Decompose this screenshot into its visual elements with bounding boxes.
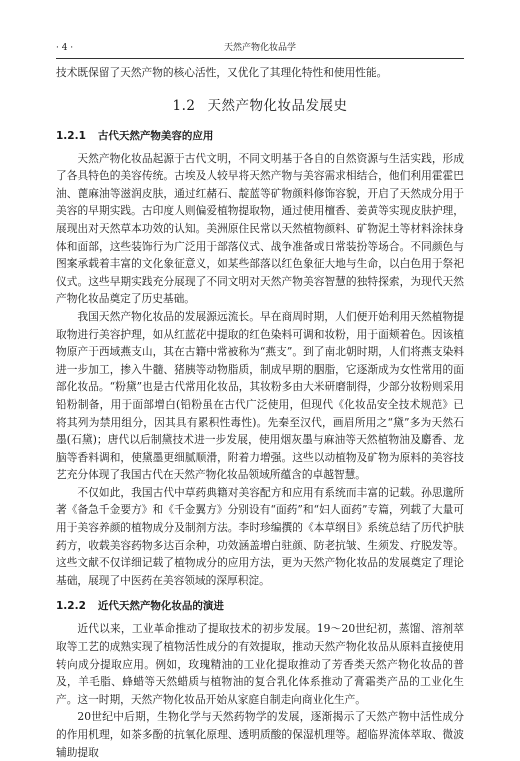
body-paragraph: 不仅如此，我国古代中草药典籍对美容配方和应用有系统而丰富的记载。孙思邈所著《备急千金要方》和《千金翼方》分别设有“面药”和“妇人面药”专篇，列载了大量可用于美容养颜的植物成分及制剂方法。李时珍编撰的《本草纲目》系统总结了历代护肤药方，收载美容药物多达百余种，功效涵盖增白驻颜、防老抗皱、生须发、疗脱发等。这些文献不仅详细记载了植物成分的应用方法，更为天然产物化妆品的发展奠定了理论基础，展现了中医药在美容领域的深厚积淀。 [56, 485, 464, 587]
body-paragraph: 我国天然产物化妆品的发展源远流长。早在商周时期，人们便开始利用天然植物提取物进行美容护理，如从红蓝花中提取的红色染料可调和妆粉，用于面颊着色。因该植物原产于西域燕支山，其在古籍中常被称为“燕支”。到了南北朝时期，人们将燕支染料进一步加工，掺入牛髓、猪胰等动物脂质，制成早期的胭脂，它逐渐成为女性常用的面部化妆品。“粉黛”也是古代常用化妆品，其妆粉多由大米研磨制得，少部分妆粉则采用铅粉制备，用于面部增白(铅粉虽在古代广泛使用，但现代《化妆品安全技术规范》已将其列为禁用组分，因其具有累积性毒性)。先秦至汉代，画眉所用之“黛”多为天然石墨(石黛)；唐代以后制黛技术进一步发展，使用烟灰墨与麻油等天然植物油及麝香、龙脑等香料调和，使黛墨更细腻顺滑，附着力增强。这些以动植物及矿物为原料的美容技艺充分体现了我国古代在天然产物化妆品领域所蕴含的卓越智慧。 [56, 309, 464, 482]
intro-paragraph: 技术既保留了天然产物的核心活性，又优化了其理化特性和使用性能。 [56, 66, 388, 79]
subsection-title: 古代天然产物美容的应用 [97, 129, 214, 142]
section-number: 1.2 [172, 97, 196, 114]
section-title: 天然产物化妆品发展史 [207, 97, 348, 114]
running-header [56, 40, 464, 56]
book-title: 天然产物化妆品学 [223, 43, 296, 53]
body-paragraph: 20世纪中后期，生物化学与天然药物学的发展，逐渐揭示了天然产物中活性成分的作用机理，如茶多酚的抗氧化原理、透明质酸的保湿机理等。超临界流体萃取、微波辅助提取 [56, 710, 464, 759]
subsection-heading-1 [56, 128, 464, 144]
subsection-number: 1.2.1 [56, 129, 86, 142]
header-rule [56, 58, 464, 59]
body-paragraph: 近代以来，工业革命推动了提取技术的初步发展。19～20世纪初，蒸馏、溶剂萃取等工艺的成熟实现了植物活性成分的有效提取，推动天然产物化妆品从原料直接使用转向成分提取应用。例如，玫瑰精油的工业化提取推动了芳香类天然产物化妆品的普及，羊毛脂、蜂蜡等天然蜡质与植物油的复合乳化体系推动了膏霜类产品的工业化生产。这一时期，天然产物化妆品开始从家庭自制走向商业化生产。 [56, 622, 464, 706]
section-heading [56, 96, 464, 116]
subsection-title: 近代天然产物化妆品的演进 [97, 600, 224, 613]
subsection-number: 1.2.2 [56, 600, 86, 613]
page-body [56, 64, 464, 759]
page-number: · 4 · [56, 43, 74, 53]
body-paragraph: 天然产物化妆品起源于古代文明，不同文明基于各自的自然资源与生活实践，形成了各具特色的美容传统。古埃及人较早将天然产物与美容需求相结合，他们利用霍霍巴油、蓖麻油等滋润皮肤，通过红赭石、靛蓝等矿物颜料修饰容貌，开启了天然成分用于美容的早期实践。古印度人则偏爱植物提取物，通过使用檀香、姜黄等实现皮肤护理，展现出对天然草本功效的认知。美洲原住民常以天然植物颜料、矿物泥土等材料涂抹身体和面部，这些装饰行为广泛用于部落仪式、战争准备或日常装扮等场合。不同颜色与图案承载着丰富的文化象征意义，如某些部落以红色象征大地与生命，以白色用于祭祀仪式。这些早期实践充分展现了不同文明对天然产物美容智慧的独特探索，为现代天然产物化妆品奠定了历史基础。 [56, 151, 464, 306]
subsection-heading-2 [56, 598, 464, 614]
